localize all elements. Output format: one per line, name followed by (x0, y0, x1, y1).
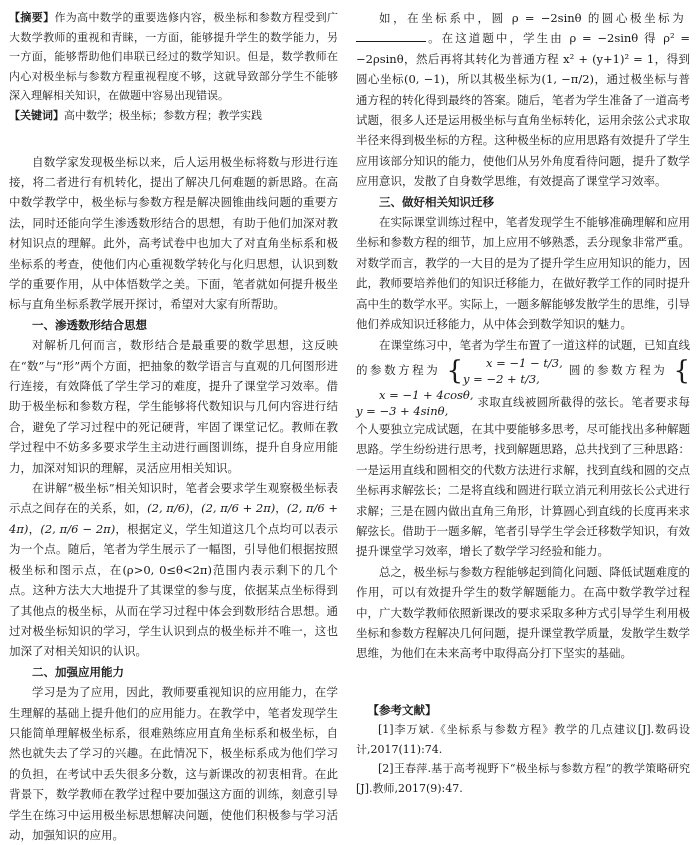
section1-heading: 一、渗透数形结合思想 (32, 317, 147, 332)
circle-parametric-system (356, 387, 474, 419)
section1-p2-start: 在讲解“极坐标”相关知识时，笔者会要求学生观察极坐标表示点之间存在的关系，如， (9, 481, 338, 516)
line-eq-x: x = −1 − t/3, (485, 355, 563, 370)
section2-heading: 二、加强应用能力 (32, 664, 124, 679)
brace-icon: { (673, 355, 691, 386)
polar-point-2: (2, π/6 + 2π) (201, 501, 276, 516)
abstract-block (9, 8, 338, 106)
abstract-text: 作为高中数学的重要选修内容，极坐标和参数方程受到广大数学教师的重视和青睐，一方面，能够提升学生的数学能力，另一方面，能够帮助他们串联已经过的数学知识。但是，数学教师在内心对极坐标与参数方程重视程度不够，这就导致部分学生不能够深入理解相关知识，在做题中容易出现错误。 (9, 11, 339, 103)
section1-p2-end: ，根据定义，学生知道这几个点均可以表示为一个点。随后，笔者为学生展示了一幅图，引导他们根据按照极坐标和图示点，在(ρ>0, 0≤θ<2π)范围内表示剩下的几个点。这种方法大大地提升了其课堂的参与度，依据某点坐标得到了其他点的极坐标，从而在学习过程中体会到数形结合思想。通过对极坐标知识的学习，学生认识到点的极坐标并不唯一，这也加深了对相关知识的认识。 (9, 521, 339, 659)
abstract-label: 【摘要】 (9, 11, 55, 24)
keywords-text: 高中数学；极坐标；参数方程；教学实践 (64, 108, 262, 122)
reference-item-1: [1]李万斌.《坐标系与参数方程》教学的几点建议[J].数码设计,2017(11):74. (356, 723, 690, 756)
line-parametric-system (463, 355, 563, 387)
circle-eq-y: y = −3 + 4sinθ, (356, 403, 449, 418)
answer-blank (356, 29, 426, 42)
keywords-label: 【关键词】 (9, 108, 64, 122)
left-column (9, 8, 338, 845)
line-eq-y: y = −2 + t/3, (462, 371, 540, 386)
section3-paragraph-2 (356, 335, 690, 562)
section3-p2-mid: 圆的参数方程为 (569, 362, 668, 377)
reference-item-2: [2]王春萍.基于高考视野下“极坐标与参数方程”的教学策略研究[J].教师,2017(9):47. (356, 762, 690, 795)
conclusion-paragraph: 总之，极坐标与参数方程能够起到简化问题、降低试题难度的作用，可以有效提升学生的数学解题能力。在高中数学教学过程中，广大数学教师依照新课改的要求采取多种方式引导学生利用极坐标和参数方程解决几何问题，提升课堂教学质量，发散学生数学思维，为他们在未来高考中取得高分打下坚实的基础。 (356, 564, 690, 661)
section1-paragraph-1: 对解析几何而言，数形结合是最重要的数学思想，这反映在“数”与“形”两个方面，把抽象的数学语言与直观的几何图形进行连接，有效降低了学生学习的难度，提升了课堂学习效率。借助于极坐标和参数方程，学生能够将代数知识与几何内容进行结合，避免了学习过程中的死记硬背，牢固了课堂记忆。教师在教学过程中不妨多多要求学生主动进行画图训练，提升自身应用能力，加深对知识的理解，灵活应用相关知识。 (9, 338, 338, 475)
circle-eq-x: x = −1 + 4cosθ, (379, 387, 474, 402)
polar-point-3: (2, π/6 + 4π) (9, 501, 339, 536)
section3-p2-end: 求取直线被圆所截得的弦长。笔者要求每个人要独立完成试题，在其中要能够多思考，尽可能找出多种解题思路。学生纷纷进行思考，找到解题思路，总共找到了三种思路：一是运用直线和圆相交的代数方法进行求解，找到直线和圆的交点坐标再求解弦长；二是将直线和圆进行联立消元利用弦长公式进行求解；三是在圆内做出直角三角形，计算圆心到直线的长度再来求解弦长。借助于一题多解，笔者引导学生学会迁移数学知识，有效提升课堂学习效率，增长了数学学习经验和能力。 (356, 394, 691, 559)
right-column (356, 8, 690, 799)
section2-paragraph-1: 学习是为了应用，因此，教师要重视知识的应用能力，在学生理解的基础上提升他们的应用能力。在教学中，笔者发现学生只能简单理解极坐标系，很难熟练应用直角坐标系和极坐标，自然也就失去了学习的兴趣。在此情况下，极坐标系成为他们学习的负担，在考试中丢失很多分数，这与新课改的初衷相背。在此背景下，数学教师在教学过程中要加强这方面的训练，刻意引导学生在练习中运用极坐标思想解决问题，使他们积极参与学习活动，加强知识的应用。 (9, 685, 338, 842)
brace-icon: { (446, 355, 463, 386)
section2-p2-end: 。在这道题中，学生由 ρ = −2sinθ 得 ρ² = −2ρsinθ，然后再将其转化为普通方程 x² + (y+1)² = 1，得到圆心坐标(0, −1)，所以其极坐标为(1, −π/2)，通过极坐标与普通方程的转化得到最终的答案。随后，笔者为学生准备了一道高考试题，很多人还是运用极坐标与直角坐标转化，运用余弦公式求取半径来得到极坐标的方程。这种极坐标的应用思路有效提升了学生应用该部分知识的能力，使他们从另外角度看待问题，提升了数学应用意识，发散了自身数学思维，有效提高了课堂学习效率。 (356, 31, 690, 189)
section3-paragraph-1: 在实际课堂训练过程中，笔者发现学生不能够准确理解和应用坐标和参数方程的细节，加上应用不够熟悉，丢分现象非常严重。对数学而言，教学的一大目的是为了提升学生应用知识的能力，因此，教师要培养他们的知识迁移能力，在做好教学工作的同时提升高中生的数学水平。实际上，一题多解能够发散学生的思维，引导他们养成知识迁移能力，从中体会到数学知识的魅力。 (356, 215, 690, 332)
section2-p2-start: 如，在坐标系中，圆 ρ = −2sinθ 的圆心极坐标为 (379, 11, 687, 25)
polar-point-1: (2, π/6) (147, 501, 190, 516)
section2-paragraph-2 (356, 8, 690, 192)
references-heading: 【参考文献】 (367, 702, 437, 717)
polar-point-4: (2, π/6 − 2π) (40, 521, 116, 536)
section1-paragraph-2: 在讲解“极坐标”相关知识时，笔者会要求学生观察极坐标表示点之间存在的关系，如，(2, π/6)，(2, π/6 + 2π)，(2, π/6 + 4π)，(2, π/6 − 2π)，根据定义，学生知道这几个点均可以表示为一个点。随后，笔者为学生展示了一幅图，引导他们根据按照极坐标和图示点，在(ρ>0, 0≤θ<2π)范围内表示剩下的几个点。这种方法大大地提升了其课堂的参与度，依据某点坐标得到了其他点的极坐标，从而在学习过程中体会到数形结合思想。通过对极坐标知识的学习，学生认识到点的极坐标并不唯一，这也加深了对相关知识的认识。 (9, 481, 339, 659)
intro-paragraph: 自数学家发现极坐标以来，后人运用极坐标将数与形进行连接，将二者进行有机转化，提出了解决几何难题的新思路。在高中数学教学中，极坐标与参数方程是解决圆锥曲线问题的重要方法，同时还能向学生渗透数形结合的思想，有助于他们加深对教材知识点的理解。此外，高考试卷中也加大了对直角坐标系和极坐标系的考查，使他们内心重视数学转化与化归思想，认识到数学的重要作用，从中体悟数学之美。下面，笔者就如何提升极坐标与直角坐标系教学展开探讨，希望对大家有所帮助。 (9, 154, 338, 312)
keywords-block (9, 106, 338, 126)
section3-heading: 三、做好相关知识迁移 (379, 194, 494, 209)
section3-p2-start: 在课堂练习中，笔者为学生布置了一道这样的试题，已知直线的参数方程为 (356, 337, 690, 377)
